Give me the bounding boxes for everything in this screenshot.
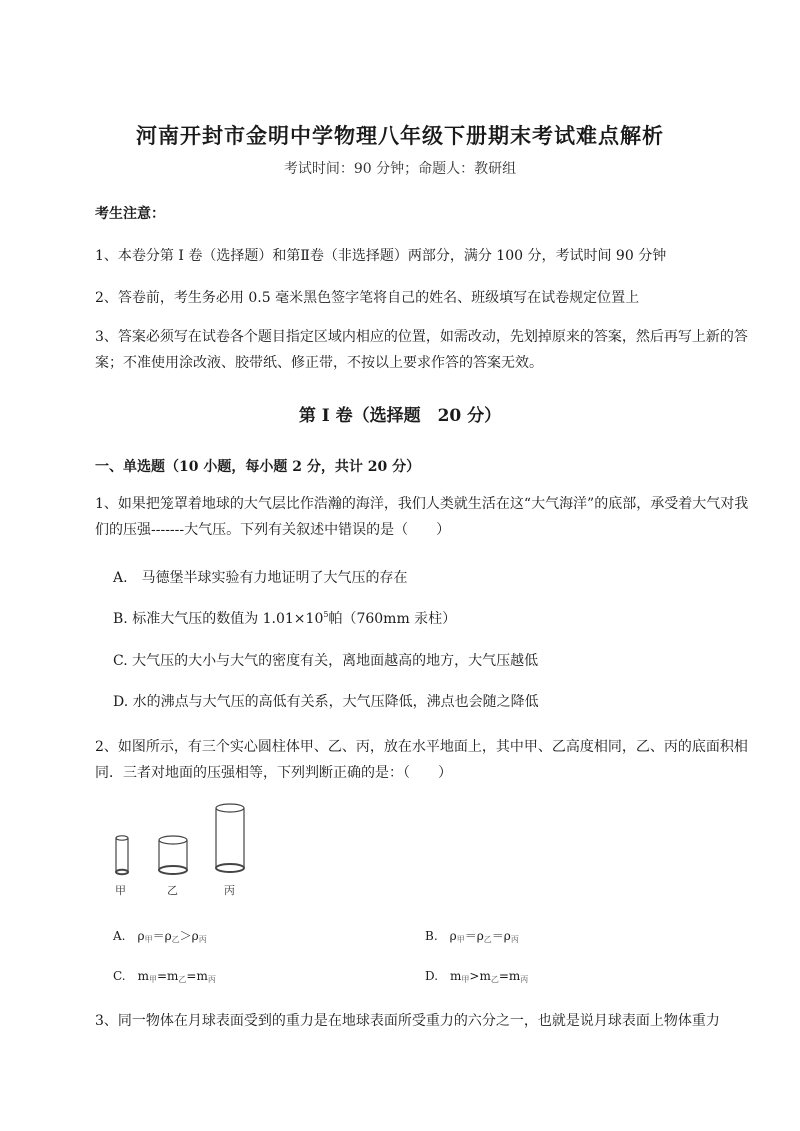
cylinder-jia-top: [116, 836, 128, 840]
cylinders-svg: [110, 800, 270, 900]
label-jia: 甲: [115, 884, 126, 897]
q1-option-b-prefix: B. 标准大气压的数值为 1.01×10: [113, 611, 324, 627]
q1-option-a[interactable]: A. 马德堡半球实验有力地证明了大气压的存在: [113, 570, 408, 586]
notice-heading: 考生注意：: [95, 206, 165, 222]
cylinder-yi-top: [159, 836, 187, 844]
q1-option-b-suffix: 帕（760mm 汞柱）: [328, 611, 457, 627]
notice-item-2: 2、答卷前，考生务必用 0.5 毫米黑色签字笔将自己的姓名、班级填写在试卷规定位置上: [95, 290, 640, 306]
question-3-stem: 3、同一物体在月球表面受到的重力是在地球表面所受重力的六分之一，也就是说月球表面上物体重力: [95, 1013, 720, 1029]
q2-option-d[interactable]: D. $m_甲>m_乙=m_丙$: [425, 969, 529, 984]
question-1-stem: 1、如果把笼罩着地球的大气层比作浩瀚的海洋，我们人类就生活在这“大气海洋”的底部，承受着大气对我们的压强-------大气压。下列有关叙述中错误的是（ ）: [95, 496, 749, 538]
cylinder-yi-base: [159, 866, 187, 874]
q2-option-a[interactable]: A. $\rho_甲=\rho_乙>\rho_丙$: [113, 929, 207, 944]
notice-item-3: 3、答案必须写在试卷各个题目指定区域内相应的位置，如需改动，先划掉原来的答案，然后再写上新的答案；不准使用涂改液、胶带纸、修正带，不按以上要求作答的答案无效。: [95, 329, 748, 371]
q1-option-d[interactable]: D. 水的沸点与大气压的高低有关系，大气压降低，沸点也会随之降低: [113, 694, 539, 710]
q2-option-c[interactable]: C. $m_甲=m_乙=m_丙$: [113, 969, 216, 984]
cylinders-figure: [110, 800, 270, 904]
part-heading: 一、单选题（10 小题，每小题 2 分，共计 20 分）: [95, 459, 421, 475]
label-bing: 丙: [224, 884, 235, 897]
q1-option-b[interactable]: [113, 608, 456, 628]
q1-option-c[interactable]: C. 大气压的大小与大气的密度有关，离地面越高的地方，大气压越低: [113, 653, 539, 669]
exam-info: 考试时间：90 分钟；命题人：教研组: [283, 161, 517, 177]
cylinder-bing-top: [216, 804, 244, 812]
label-yi: 乙: [167, 884, 178, 897]
page-title: 河南开封市金明中学物理八年级下册期末考试难点解析: [136, 123, 664, 148]
q1-option-b-exponent: 5: [323, 610, 329, 619]
cylinder-jia-base: [116, 870, 128, 874]
notice-item-1: 1、本卷分第 I 卷（选择题）和第Ⅱ卷（非选择题）两部分，满分 100 分，考试时间 90 分钟: [95, 248, 667, 264]
question-2-stem: 2、如图所示，有三个实心圆柱体甲、乙、丙，放在水平地面上，其中甲、乙高度相同，乙、丙的底面积相同．三者对地面的压强相等，下列判断正确的是：（ ）: [95, 739, 748, 781]
q2-option-b[interactable]: B. $\rho_甲=\rho_乙=\rho_丙$: [425, 929, 519, 944]
cylinder-bing-base: [216, 864, 244, 872]
section-title: 第 I 卷（选择题 20 分）: [298, 406, 502, 426]
